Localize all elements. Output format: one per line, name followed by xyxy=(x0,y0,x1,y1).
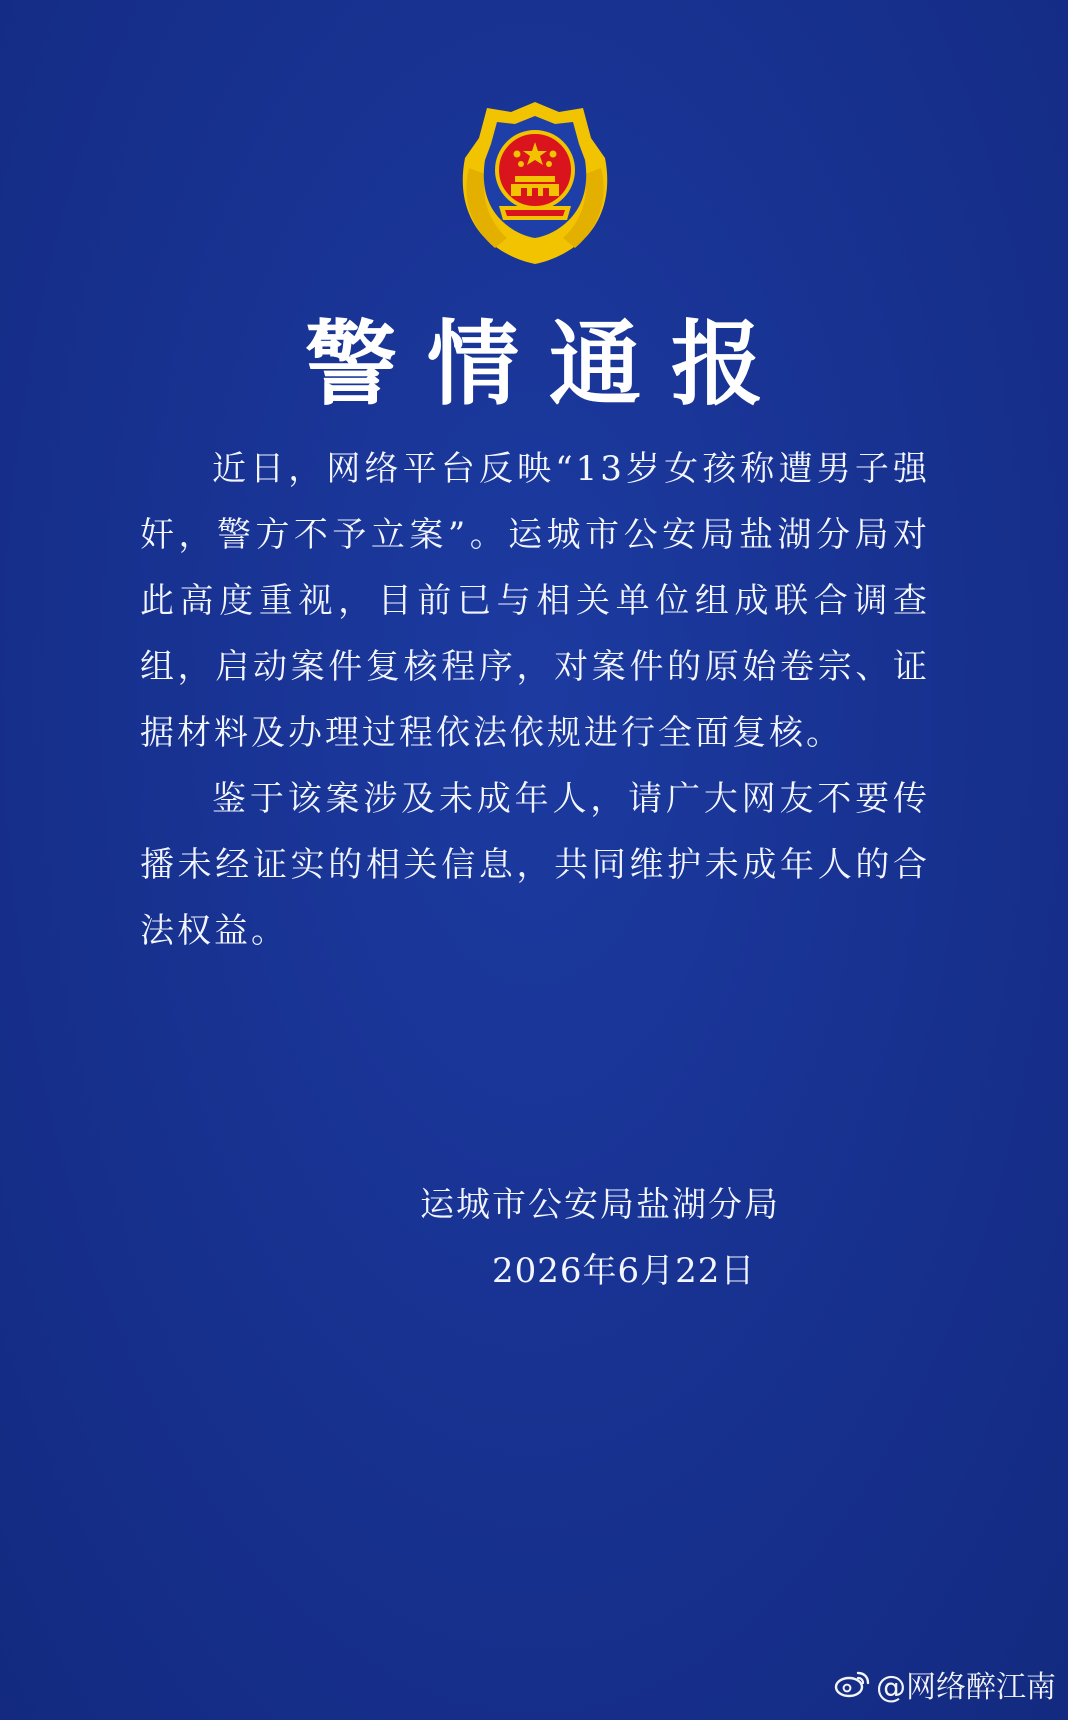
notice-body xyxy=(140,436,930,964)
weibo-watermark xyxy=(834,1662,1056,1706)
signature-date: 2026年6月22日 xyxy=(492,1251,756,1291)
signature-org: 运城市公安局盐湖分局 xyxy=(420,1185,780,1225)
watermark-text: @网络醉江南 xyxy=(876,1670,1056,1705)
notice-paragraph-2: 鉴于该案涉及未成年人，请广大网友不要传播未经证实的相关信息，共同维护未成年人的合法权益。 xyxy=(140,779,930,951)
notice-paragraph-1: 近日，网络平台反映“13岁女孩称遭男子强奸，警方不予立案”。运城市公安局盐湖分局对此高度重视，目前已与相关单位组成联合调查组，启动案件复核程序，对案件的原始卷宗、证据材料及办理过程依法依规进行全面复核。 xyxy=(140,449,930,753)
police-emblem-icon xyxy=(455,98,615,266)
notice-title: 警情通报 xyxy=(304,311,793,418)
weibo-icon xyxy=(834,1669,870,1699)
